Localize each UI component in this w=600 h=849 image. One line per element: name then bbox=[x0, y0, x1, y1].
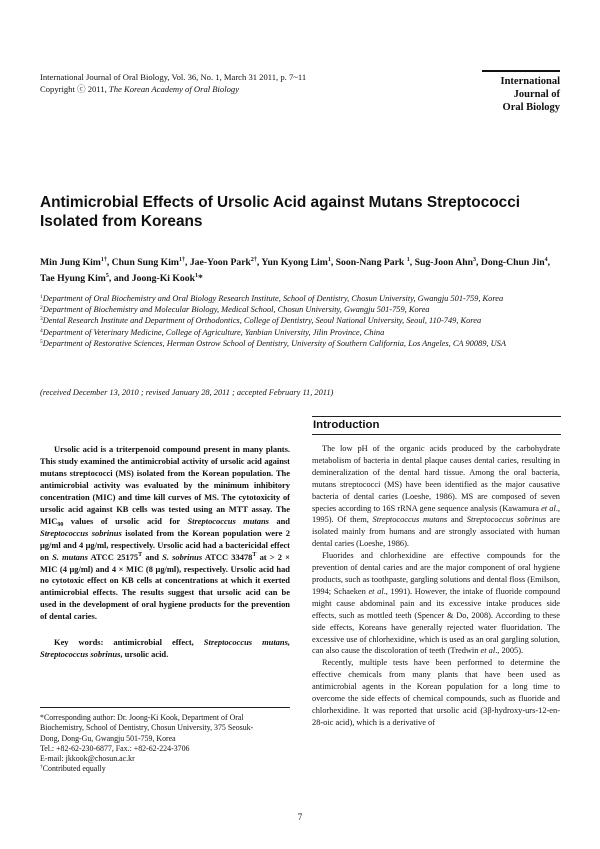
author-name: Min Jung Kim bbox=[40, 257, 101, 268]
abstract-text: S. mutans bbox=[52, 551, 88, 562]
author-affiliation-mark: 2† bbox=[250, 257, 257, 263]
affiliation-number: 1 bbox=[40, 294, 43, 300]
author-affiliation-mark: 1 bbox=[327, 257, 331, 263]
intro-text: Streptococcus mutans bbox=[372, 515, 448, 525]
affiliation-number: 4 bbox=[40, 327, 43, 334]
author-affiliation-mark: 1† bbox=[178, 257, 185, 263]
affiliation-text: Department of Veterinary Medicine, College of Agriculture, Yanbian University, Jilin Province, China bbox=[42, 327, 385, 337]
copyright-line bbox=[40, 84, 306, 96]
abstract-text: at > 2 × MIC (4 μg/ml) and 4 × MIC (8 μg/ml), respectively. Ursolic acid had no cytotoxic effect on KB cells at concentrations at which it exerted antimicrobial effects. The results suggest that ursolic acid can be used in the development of oral hygiene products for the prevention of dental caries. bbox=[40, 551, 290, 622]
intro-text: are isolated mainly from humans and are strongly associated with human dental caries (Loeshe, 1986). bbox=[312, 515, 560, 549]
affiliation bbox=[40, 327, 565, 338]
author-affiliation-mark: 5 bbox=[105, 272, 109, 279]
affiliation-number: 2 bbox=[40, 305, 43, 312]
author-affiliation-mark: 3 bbox=[473, 257, 476, 263]
author-separator: , bbox=[106, 257, 112, 268]
intro-text: Recently, multiple tests have been performed to determine the effective chemicals from many plants that have been used as antimicrobial agents in the Korean population for a long time to overcome the side effects of chemical compounds, such as fluoride and chlorhexidine. It was reported that ursolic acid (3β-hydroxy-urs-12-en-28-oic acid), which is a derivative of bbox=[312, 658, 560, 727]
author-name: Jae-Yoon Park bbox=[189, 257, 251, 268]
section-heading-introduction: Introduction bbox=[312, 416, 561, 435]
footnote-line: E-mail: jkkook@chosun.ac.kr bbox=[40, 754, 135, 764]
citation-line: International Journal of Oral Biology, Vol. 36, No. 1, March 31 2011, p. 7~11 bbox=[40, 72, 307, 82]
abstract-text: Ursolic acid is a triterpenoid compound present in many plants. This study examined the antimicrobial activity of ursolic acid against mutans streptococci (MS) isolated from the Korean population. The antimicrobial activity was evaluated by the minimum inhibitory concentration (MIC) and time kill curves of MS. The cytotoxicity of ursolic acid against KB cells was tested using an MTT assay. The MIC bbox=[40, 444, 290, 526]
keywords bbox=[40, 637, 290, 661]
author-separator: , bbox=[330, 257, 336, 268]
author-name: Sug-Joon Ahn bbox=[414, 257, 473, 268]
author-affiliation-mark: 1† bbox=[100, 257, 107, 263]
affiliation-text: Dental Research Institute and Department of Orthodontics, College of Dentistry, Seoul National University, Seoul, 110-749, Korea bbox=[42, 316, 482, 326]
footnote-line: Biochemistry, School of Dentistry, Chosun University, 375 Seosuk- bbox=[40, 723, 254, 733]
keywords-text: Streptococcus sobrinus bbox=[40, 648, 121, 659]
journal-name-line: Oral Biology bbox=[502, 102, 560, 113]
affiliation bbox=[40, 293, 565, 304]
author-affiliation-mark: 4 bbox=[544, 257, 548, 263]
journal-name-line: International bbox=[500, 76, 560, 87]
abstract-text: 90 bbox=[57, 521, 64, 528]
introduction-body bbox=[312, 443, 560, 729]
author-name: Yun Kyong Lim bbox=[261, 257, 328, 268]
contributed-note bbox=[40, 764, 290, 774]
intro-text: et al bbox=[368, 586, 384, 596]
footnote-line: Dong, Dong-Gu, Gwangju 501-759, Korea bbox=[40, 733, 176, 743]
affiliation-number: 5 bbox=[40, 338, 43, 345]
author-name: Joong-Ki Kook bbox=[131, 272, 195, 284]
intro-text: and bbox=[447, 515, 467, 525]
intro-text: et al bbox=[541, 503, 556, 513]
journal-name-box bbox=[482, 70, 560, 114]
author-affiliation-mark: 1 bbox=[195, 272, 198, 279]
intro-text: Streptococcus sobrinus bbox=[466, 515, 547, 525]
abstract-text: ATCC 25175 bbox=[87, 551, 139, 562]
keywords-text: Streptococcus mutans, bbox=[203, 637, 290, 647]
abstract-text: S. sobrinus bbox=[162, 551, 203, 562]
abstract-text: ATCC 33478 bbox=[202, 551, 253, 562]
keywords-text: Key words: antimicrobial effect, bbox=[54, 637, 204, 647]
author-name: Soon-Nang Park bbox=[335, 257, 407, 268]
author-affiliation-mark: 1 bbox=[406, 257, 410, 263]
author-separator: , bbox=[547, 257, 551, 268]
page-number: 7 bbox=[297, 812, 303, 822]
affiliation-text: Department of Oral Biochemistry and Oral Biology Research Institute, School of Dentistry, Chosun University, Gwangju 501-759, Korea bbox=[42, 294, 504, 303]
copyright-prefix: Copyright ⓒ 2011, bbox=[40, 83, 109, 94]
author-list bbox=[40, 255, 565, 286]
abstract-text: and bbox=[268, 515, 291, 526]
abstract-paragraph bbox=[40, 444, 290, 623]
abstract-text: isolated from the Korean population were 2 μg/ml and 4 μg/ml, respectively. Ursolic acid had a bactericidal effect on bbox=[40, 527, 291, 562]
author-name: Tae Hyung Kim bbox=[40, 272, 106, 284]
author-separator: , bbox=[256, 257, 262, 268]
intro-text: ., 1995). Of them, bbox=[312, 503, 560, 525]
abstract-text: Streptococcus mutans bbox=[187, 515, 269, 526]
intro-paragraph bbox=[312, 550, 560, 657]
copyright-org: The Korean Academy of Oral Biology bbox=[108, 83, 240, 94]
intro-text: Fluorides and chlorhexidine are effective compounds for the prevention of dental caries and are the major component of oral hygiene products, such as toothpaste, gargling solutions and dental floss (Emilson, 1994; Schaeken bbox=[312, 551, 560, 596]
author-name: Dong-Chun Jin bbox=[480, 257, 545, 268]
abstract bbox=[40, 444, 290, 623]
intro-text: The low pH of the organic acids produced by the carbohydrate metabolism of bacteria in dental plaque causes dental caries, resulting in demineralization of the dental hard tissue. Among the oral bacteria, mutans streptococci (MS) have been identified as the major causative bacteria of dental caries (Loeshe, 1986). MS are composed of seven species according to 16S rRNA gene sequence analysis (Kawamura bbox=[312, 444, 560, 513]
affiliation-list bbox=[40, 293, 565, 349]
footnote-divider bbox=[40, 707, 290, 708]
journal-name-line: Journal of bbox=[513, 89, 560, 100]
journal-citation-header bbox=[40, 72, 306, 95]
keywords-paragraph bbox=[40, 637, 290, 661]
affiliation-number: 3 bbox=[40, 316, 43, 323]
keywords-text: , ursolic acid. bbox=[120, 648, 169, 659]
affiliation-text: Department of Restorative Sciences, Herman Ostrow School of Dentistry, University of Southern California, Los Angeles, CA 90089, USA bbox=[42, 338, 506, 348]
dagger-mark: † bbox=[40, 764, 43, 771]
author-separator: , bbox=[409, 257, 415, 268]
affiliation-text: Department of Biochemistry and Molecular Biology, Medical School, Chosun University, Gwangju 501-759, Korea bbox=[42, 305, 430, 315]
author-name: Chun Sung Kim bbox=[111, 257, 179, 268]
intro-paragraph bbox=[312, 443, 560, 550]
author-separator: , bbox=[476, 257, 481, 268]
abstract-text: T bbox=[252, 551, 257, 558]
abstract-text: T bbox=[138, 551, 143, 558]
affiliation bbox=[40, 338, 565, 349]
footnote-line: *Corresponding author: Dr. Joong-Ki Kook, Department of Oral bbox=[40, 713, 244, 722]
author-separator: , and bbox=[108, 272, 132, 284]
intro-text: ., 2005). bbox=[495, 646, 524, 656]
author-separator: , bbox=[184, 257, 190, 268]
received-dates: (received December 13, 2010 ; revised January 28, 2011 ; accepted February 11, 2011) bbox=[40, 388, 334, 397]
author-separator: * bbox=[198, 272, 203, 284]
paper-title: Antimicrobial Effects of Ursolic Acid against Mutans Streptococci Isolated from Koreans bbox=[40, 194, 521, 230]
intro-text: et al bbox=[480, 646, 496, 656]
intro-text: ., 1991). However, the intake of fluoride compound might cause abdominal pain and its excessive intake produces side effects, such as mottled teeth (Spencer & Do, 2008). According to these side effects, Koreans have generally rejected water fluoridation. The excessive use of chlorhexidine, which is used as an oral gargling solution, can also cause the discoloration of teeth (Tredwin bbox=[312, 586, 561, 656]
affiliation bbox=[40, 315, 565, 326]
affiliation bbox=[40, 304, 565, 315]
correspondence-footnote bbox=[40, 713, 290, 775]
contributed-text: Contributed equally bbox=[42, 764, 106, 774]
abstract-text: Streptococcus sobrinus bbox=[40, 527, 122, 538]
abstract-text: values of ursolic acid for bbox=[63, 515, 188, 526]
intro-paragraph bbox=[312, 657, 560, 728]
abstract-text: and bbox=[142, 551, 163, 562]
footnote-line: Tel.: +82-62-230-6877, Fax.: +82-62-224-3706 bbox=[40, 743, 190, 753]
